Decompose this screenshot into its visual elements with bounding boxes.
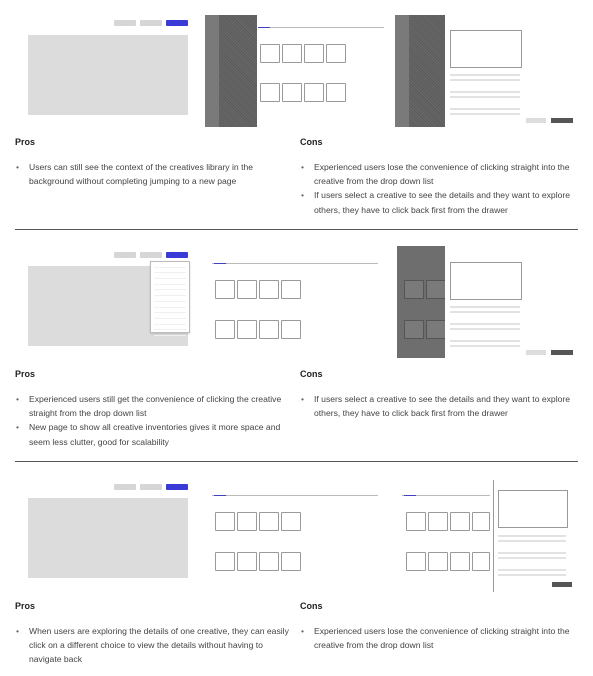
list-item: • Experienced users still get the convenience of clicking the creative straight from the drop down list — [15, 392, 290, 420]
wf2-tile — [259, 280, 279, 299]
wf1-tab-line — [258, 27, 384, 28]
wf2-tile — [281, 320, 301, 339]
wf3-button-b — [140, 484, 162, 490]
wf2c-tile — [426, 280, 446, 299]
row1-pros-list — [15, 160, 290, 188]
section-divider — [15, 229, 578, 230]
wf2c-tile — [426, 320, 446, 339]
wf3c-side-panel-border — [493, 480, 494, 592]
wf2-button-a — [114, 252, 136, 258]
wf2-dropdown-item — [154, 330, 186, 336]
wf1c-line — [450, 74, 520, 76]
wf2c-tile — [404, 320, 424, 339]
wf1-tile — [304, 44, 324, 63]
wf2c-overlay — [397, 246, 445, 358]
wf2-button-b — [140, 252, 162, 258]
wf1c-save-button — [551, 118, 573, 123]
wf3-tile — [237, 552, 257, 571]
wf1-overlay-dark — [205, 15, 219, 127]
wf3-tile — [215, 552, 235, 571]
wf3c-line — [498, 569, 566, 571]
wf3-tile — [237, 512, 257, 531]
wf1-tile — [304, 83, 324, 102]
wf2c-preview-box — [450, 262, 522, 300]
list-item: • When users are exploring the details of one creative, they can easily click on a different choice to view the details without having to navigate back — [15, 624, 290, 667]
row3-cons-list — [300, 624, 578, 652]
wf1-tab-selected — [258, 27, 270, 28]
wf1-button-b — [140, 20, 162, 26]
wf1-tile — [326, 44, 346, 63]
wf1c-preview-box — [450, 30, 522, 68]
list-item: • Experienced users lose the convenience of clicking straight into the creative from the drop down list — [300, 624, 578, 652]
wf3c-line — [498, 540, 566, 542]
wf2c-line — [450, 306, 520, 308]
list-item: • Experienced users lose the convenience of clicking straight into the creative from the drop down list — [300, 160, 578, 188]
section-divider — [15, 461, 578, 462]
wf1c-line — [450, 113, 520, 115]
wf1c-cancel-button — [526, 118, 546, 123]
wf1-tile — [260, 83, 280, 102]
list-item: • If users select a creative to see the details and they want to explore others, they have to click back first from the drawer — [300, 392, 578, 420]
wf2-dropdown-list — [150, 261, 190, 333]
wf1c-line — [450, 79, 520, 81]
wf1c-overlay-dark — [395, 15, 409, 127]
wf1c-line — [450, 91, 520, 93]
wf3-tile — [281, 552, 301, 571]
list-item: • If users select a creative to see the details and they want to explore others, they have to click back first from the drawer — [300, 188, 578, 216]
row2-pros-heading: Pros — [15, 369, 36, 379]
row1-cons-list — [300, 160, 578, 217]
row1-pros-heading: Pros — [15, 137, 36, 147]
wf1-tile — [326, 83, 346, 102]
wf3c-tile — [450, 512, 470, 531]
row3-pros-list — [15, 624, 290, 668]
wf3-button-a — [114, 484, 136, 490]
wf3c-line — [498, 535, 566, 537]
list-item: • Users can still see the context of the creatives library in the background without completing jumping to a new page — [15, 160, 290, 188]
wf3-library-area — [28, 498, 188, 578]
wf3c-tile — [450, 552, 470, 571]
wf2c-line — [450, 311, 520, 313]
wf3c-line — [498, 557, 566, 559]
wf2-tile — [215, 280, 235, 299]
wf1-library-area — [28, 35, 188, 115]
wf3c-line — [498, 552, 566, 554]
wf2c-cancel-button — [526, 350, 546, 355]
wf3c-tile — [472, 552, 490, 571]
wf2c-line — [450, 323, 520, 325]
wf3c-preview-box — [498, 490, 568, 528]
wf2-tile — [237, 280, 257, 299]
wf3-tab-selected — [214, 495, 226, 496]
wf2-tab-line — [212, 263, 378, 264]
wf2-tile — [281, 280, 301, 299]
wf3-tile — [259, 552, 279, 571]
wf1-primary-button — [166, 20, 188, 26]
wf3c-tile — [472, 512, 490, 531]
wf2-tile — [259, 320, 279, 339]
wf2c-line — [450, 345, 520, 347]
row1-cons-heading: Cons — [300, 137, 323, 147]
wf3c-save-button — [552, 582, 572, 587]
wf3-primary-button — [166, 484, 188, 490]
wf3c-tile — [406, 512, 426, 531]
wf3-tile — [259, 512, 279, 531]
wf1c-line — [450, 96, 520, 98]
wf3c-tab-selected — [404, 495, 416, 496]
wf1-tile — [282, 83, 302, 102]
wf2-tile — [237, 320, 257, 339]
wf3c-tile — [406, 552, 426, 571]
wf2c-tile — [404, 280, 424, 299]
wf1-button-a — [114, 20, 136, 26]
row2-cons-heading: Cons — [300, 369, 323, 379]
list-item: • New page to show all creative inventories gives it more space and seem less clutter, good for scalability — [15, 420, 290, 448]
wf3-tile — [215, 512, 235, 531]
wf3c-tile — [428, 512, 448, 531]
wf2c-line — [450, 328, 520, 330]
wf3c-tile — [428, 552, 448, 571]
wf2-tab-selected — [214, 263, 226, 264]
wf1-tile — [260, 44, 280, 63]
wf2-tile — [215, 320, 235, 339]
wf1c-line — [450, 108, 520, 110]
row2-cons-list — [300, 392, 578, 420]
wf3-tile — [281, 512, 301, 531]
row3-cons-heading: Cons — [300, 601, 323, 611]
wf2-primary-button — [166, 252, 188, 258]
wf3-tab-line — [212, 495, 378, 496]
wf3c-line — [498, 574, 566, 576]
wf2c-save-button — [551, 350, 573, 355]
wf1-drawer — [257, 15, 387, 127]
row2-pros-list — [15, 392, 290, 449]
wf1-tile — [282, 44, 302, 63]
wf2c-line — [450, 340, 520, 342]
row3-pros-heading: Pros — [15, 601, 36, 611]
